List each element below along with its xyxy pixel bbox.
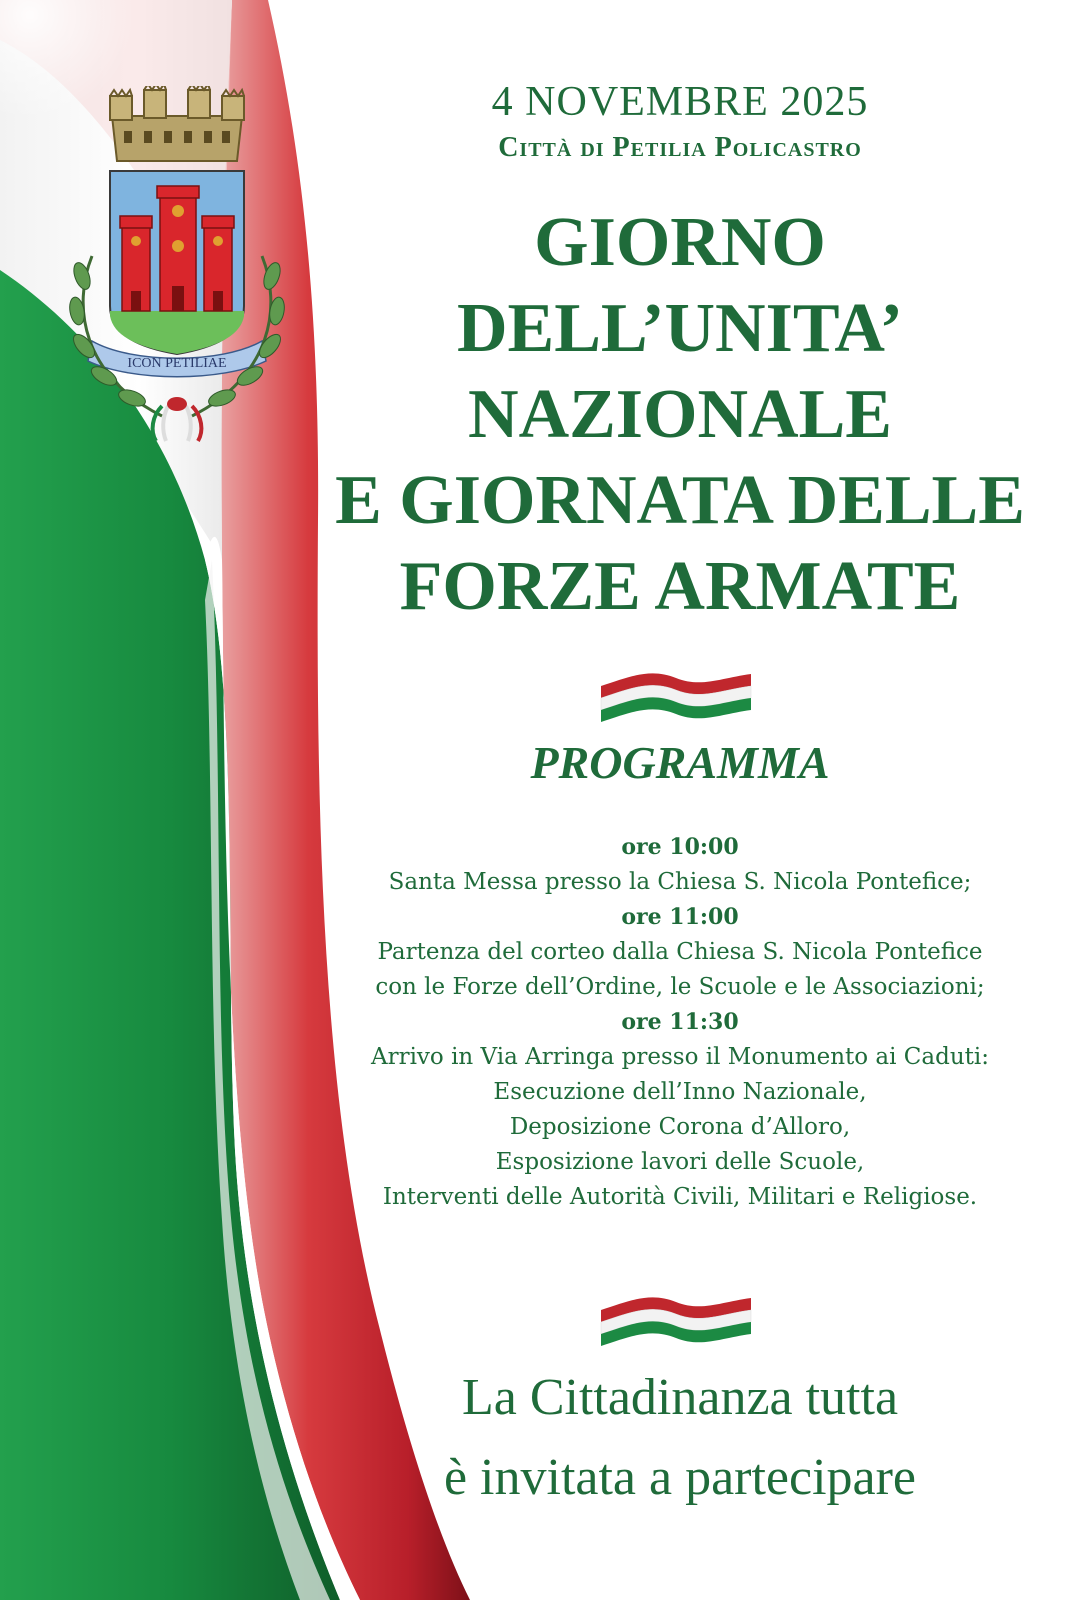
title-line: DELL’UNITA’ [456,290,903,367]
event-description: Esposizione lavori delle Scuole, [495,1149,865,1175]
event-description: Deposizione Corona d’Alloro, [509,1114,851,1140]
event-description: Santa Messa presso la Chiesa S. Nicola Pontefice; [388,869,972,895]
program-list [320,830,1040,1215]
coat-of-arms-emblem [52,86,302,456]
title-line: E GIORNATA DELLE [335,462,1025,539]
motto-text: ICON PETILIAE [127,356,227,371]
event-description: Esecuzione dell’Inno Nazionale, [493,1079,867,1105]
invitation-line: è invitata a partecipare [443,1449,917,1506]
event-description: con le Forze dell’Ordine, le Scuole e le Associazioni; [375,974,985,1000]
event-time: ore 10:00 [621,834,739,860]
title-line: NAZIONALE [468,376,892,453]
flag-ribbon-icon [596,1290,756,1350]
title-line: GIORNO [534,204,826,281]
flag-ribbon-icon [596,666,756,726]
tricolour-bow-icon [153,397,202,441]
city-name: Città di Petilia Policastro [498,132,862,163]
event-description: Partenza del corteo dalla Chiesa S. Nicola Pontefice [377,939,983,965]
event-date: 4 NOVEMBRE 2025 [491,79,869,125]
shield-icon [110,171,244,354]
poster-content [330,0,1030,1600]
program-heading: PROGRAMMA [530,737,830,788]
event-description: Interventi delle Autorità Civili, Militari e Religiose. [382,1184,978,1210]
invitation-text [330,1358,1030,1518]
event-time: ore 11:00 [621,904,739,930]
event-title [330,200,1030,630]
title-line: FORZE ARMATE [399,548,961,625]
event-time: ore 11:30 [621,1009,739,1035]
event-description: Arrivo in Via Arringa presso il Monumento ai Caduti: [370,1044,990,1070]
mural-crown-icon [110,86,244,161]
invitation-line: La Cittadinanza tutta [461,1369,899,1426]
